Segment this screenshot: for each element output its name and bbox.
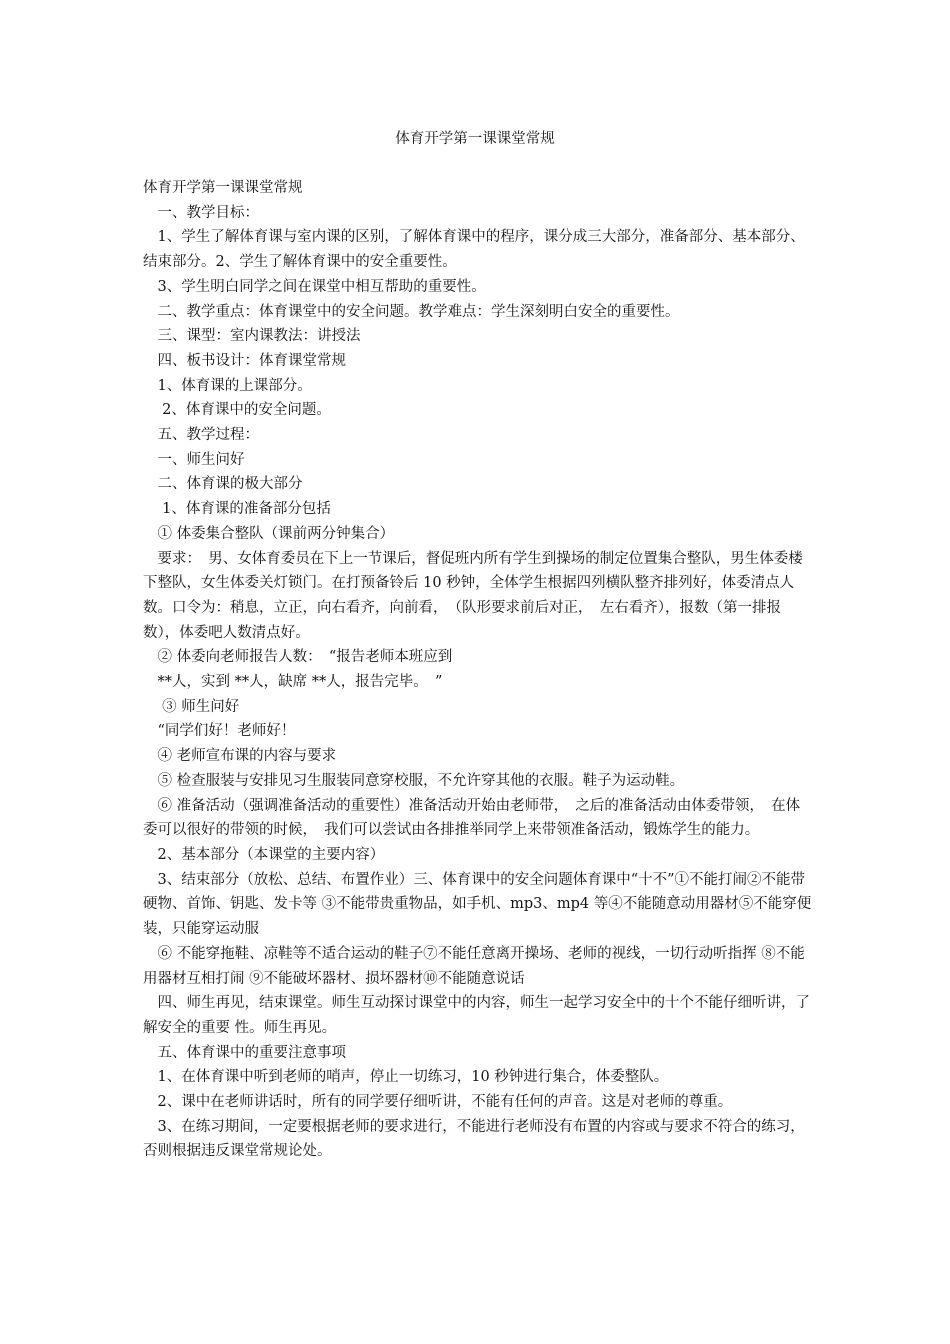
paragraph-board-item-1: 1、体育课的上课部分。: [143, 377, 312, 394]
paragraph-objective-1-2: 1、学生了解体育课与室内课的区别，了解体育课中的程序，课分成三大部分，准备部分、基本部分、结束部分。2、学生了解体育课中的安全重要性。: [143, 229, 805, 271]
document-body: [143, 176, 813, 1164]
paragraph-step-1: ① 体委集合整队（课前两分钟集合）: [143, 525, 395, 542]
paragraph-basic-part: 2、基本部分（本课堂的主要内容）: [143, 846, 385, 863]
paragraph-objectives-heading: 一、教学目标：: [143, 204, 259, 221]
paragraph-greeting: 一、师生问好: [143, 451, 245, 468]
paragraph-step-2: ② 体委向老师报告人数： “报告老师本班应到: [143, 649, 453, 666]
paragraph-parts: 二、体育课的极大部分: [143, 476, 303, 493]
paragraph-step-4: ④ 老师宣布课的内容与要求: [143, 748, 337, 765]
paragraph-note-2: 2、课中在老师讲话时，所有的同学要仔细听讲，不能有任何的声音。这是对老师的尊重。: [143, 1094, 733, 1111]
paragraph-step-3: ③ 师生问好: [143, 698, 240, 715]
paragraph-greeting-quote: “同学们好！老师好！: [143, 723, 296, 740]
paragraph-farewell: 四、师生再见，结束课堂。师生互动探讨课堂中的内容，师生一起学习安全中的十个不能仔细听讲，了解安全的重要 性。师生再见。: [143, 995, 810, 1036]
paragraph-lesson-type: 三、课型：室内课教法：讲授法: [143, 328, 361, 345]
paragraph-ending-part: 3、结束部分（放松、总结、布置作业）三、体育课中的安全问题体育课中“十不”①不能打闹②不能带硬物、首饰、钥匙、发卡等 ③不能带贵重物品，如手机、mp3、mp4 等④不能随意动用器材⑤不能穿便装，只能穿运动服: [143, 871, 812, 938]
paragraph-notes-heading: 五、体育课中的重要注意事项: [143, 1044, 346, 1061]
paragraph-step-5: ⑤ 检查服装与安排见习生服装同意穿校服，不允许穿其他的衣服。鞋子为运动鞋。: [143, 772, 685, 789]
paragraph-process-heading: 五、教学过程：: [143, 427, 259, 444]
paragraph-board-design: 四、板书设计：体育课堂常规: [143, 352, 346, 369]
paragraph-report: **人，实到 **人，缺席 **人，报告完毕。 ”: [143, 674, 443, 691]
paragraph-board-item-2: 2、体育课中的安全问题。: [143, 402, 331, 419]
paragraph-objective-3: 3、学生明白同学之间在课堂中相互帮助的重要性。: [143, 278, 486, 295]
paragraph-note-3: 3、在练习期间，一定要根据老师的要求进行，不能进行老师没有布置的内容或与要求不符合的练习，否则根据违反课堂常规论处。: [143, 1118, 805, 1160]
paragraph-prep-part: 1、体育课的准备部分包括: [143, 501, 331, 518]
paragraph-requirements: 要求： 男、女体育委员在下上一节课后，督促班内所有学生到操场的制定位置集合整队，男生体委楼下整队，女生体委关灯锁门。在打预备铃后 10 秒钟，全体学生根据四列横队整齐排列好，体委清点人数。口令为：稍息，立正，向右看齐，向前看， （队形要求前后对正， 左右看齐），报数（第一排报数），体委吧人数清点好。: [143, 550, 803, 641]
paragraph-note-1: 1、在体育课中听到老师的哨声，停止一切练习，10 秒钟进行集合，体委整队。: [143, 1069, 669, 1086]
paragraph-heading: 体育开学第一课课堂常规: [143, 180, 303, 196]
document-title: 体育开学第一课课堂常规: [395, 131, 555, 147]
paragraph-key-points: 二、教学重点：体育课堂中的安全问题。教学难点：学生深刻明白安全的重要性。: [143, 303, 680, 320]
paragraph-safety-rules: ⑥ 不能穿拖鞋、凉鞋等不适合运动的鞋子⑦不能任意离开操场、老师的视线，一切行动听指挥 ⑧不能用器材互相打闹 ⑨不能破坏器材、损坏器材⑩不能随意说话: [143, 945, 805, 987]
paragraph-step-6: ⑥ 准备活动（强调准备活动的重要性）准备活动开始由老师带， 之后的准备活动由体委带领， 在体委可以很好的带领的时候， 我们可以尝试由各排推举同学上来带领准备活动，锻炼学生的能力。: [143, 797, 801, 839]
